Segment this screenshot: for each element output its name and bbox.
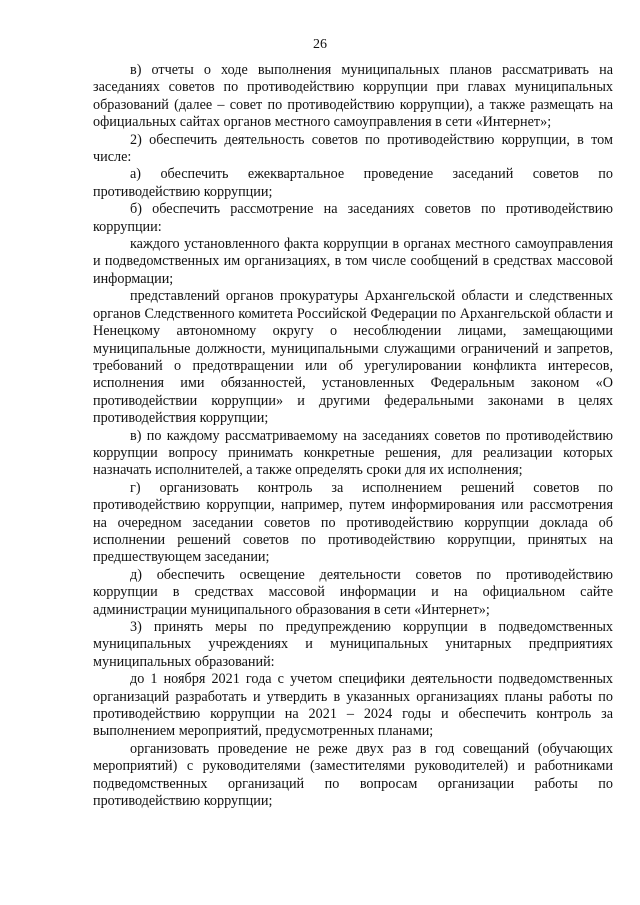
paragraph: каждого установленного факта коррупции в органах местного самоуправления и подведомственных им организациях, в том числе сообщений в средствах массовой информации;	[93, 236, 613, 287]
paragraph: г) организовать контроль за исполнением решений советов по противодействию коррупции, например, путем информирования или рассмотрения на очередном заседании советов по противодействию коррупции доклада об исполнении решений советов по противодействию коррупции, принятых на предшествующем заседании;	[93, 479, 613, 566]
paragraph: 2) обеспечить деятельность советов по противодействию коррупции, в том числе:	[93, 131, 613, 166]
paragraph: до 1 ноября 2021 года с учетом специфики деятельности подведомственных организаций разработать и утвердить в указанных организациях планы работы по противодействию коррупции на 2021 – 2024 годы и обеспечить контроль за выполнением мероприятий, предусмотренных планами;	[93, 671, 613, 740]
paragraph: д) обеспечить освещение деятельности советов по противодействию коррупции в средствах массовой информации и на официальном сайте администрации муниципального образования в сети «Интернет»;	[93, 566, 613, 618]
paragraph: а) обеспечить ежеквартальное проведение заседаний советов по противодействию коррупции;	[93, 166, 613, 200]
paragraph: представлений органов прокуратуры Архангельской области и следственных органов Следственного комитета Российской Федерации по Архангельской области и Ненецкому автономному округу о несоблюдении лицами, замещающими муниципальные должности, муниципальными служащими ограничений и запретов, требований о предотвращении или об урегулировании конфликта интересов, исполнения ими обязанностей, установленных Федеральным законом «О противодействии коррупции» и другими федеральными законами в целях противодействия коррупции;	[93, 288, 613, 427]
paragraph: в) отчеты о ходе выполнения муниципальных планов рассматривать на заседаниях советов по противодействию коррупции при главах муниципальных образований (далее – совет по противодействию коррупции), а также размещать на официальных сайтах органов местного самоуправления в сети «Интернет»;	[93, 62, 613, 131]
paragraph: б) обеспечить рассмотрение на заседаниях советов по противодействию коррупции:	[93, 201, 613, 235]
document-body	[93, 62, 613, 810]
page-number: 26	[313, 37, 327, 52]
paragraph: организовать проведение не реже двух раз в год совещаний (обучающих мероприятий) с руководителями (заместителями руководителей) и работниками подведомственных организаций по вопросам организации работы по противодействию коррупции;	[93, 740, 613, 810]
paragraph: в) по каждому рассматриваемому на заседаниях советов по противодействию коррупции вопросу принимать конкретные решения, для реализации которых назначать исполнителей, а также определять сроки для их исполнения;	[93, 427, 613, 479]
paragraph: 3) принять меры по предупреждению коррупции в подведомственных муниципальных учреждениях и муниципальных унитарных предприятиях муниципальных образований:	[93, 619, 613, 670]
